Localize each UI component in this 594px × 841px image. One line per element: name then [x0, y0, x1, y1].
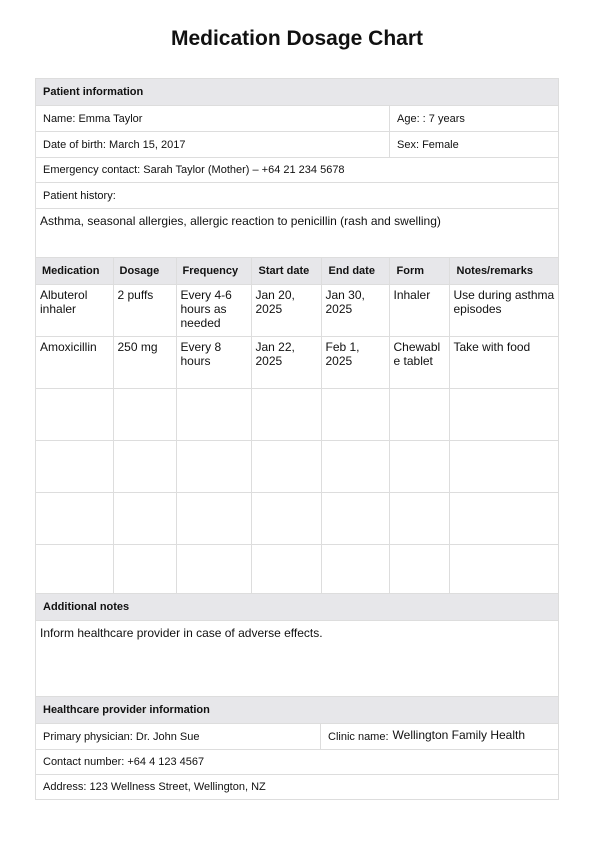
table-cell: Use during asthma episodes — [449, 285, 558, 337]
table-cell: Albuterol inhaler — [36, 285, 113, 337]
table-cell — [176, 493, 251, 545]
table-row — [36, 285, 558, 337]
table-row — [36, 545, 558, 597]
primary-physician: Primary physician: Dr. John Sue — [36, 724, 321, 749]
patient-history-text: Asthma, seasonal allergies, allergic reaction to penicillin (rash and swelling) — [40, 214, 441, 228]
table-cell: Jan 22, 2025 — [251, 337, 321, 389]
table-cell — [176, 545, 251, 597]
table-cell — [389, 493, 449, 545]
table-cell — [113, 441, 176, 493]
medication-table-section — [35, 258, 559, 594]
provider-row-physician — [36, 723, 558, 749]
table-cell: Jan 30, 2025 — [321, 285, 389, 337]
patient-name: Name: Emma Taylor — [36, 106, 390, 131]
medication-table — [36, 258, 558, 597]
col-header-notes: Notes/remarks — [449, 258, 558, 285]
table-cell: 250 mg — [113, 337, 176, 389]
table-cell: Feb 1, 2025 — [321, 337, 389, 389]
table-cell — [321, 493, 389, 545]
additional-notes-text: Inform healthcare provider in case of adverse effects. — [36, 620, 558, 695]
address: Address: 123 Wellness Street, Wellington, NZ — [43, 781, 266, 793]
table-row — [36, 337, 558, 389]
patient-history-label: Patient history: — [43, 189, 116, 202]
table-cell — [36, 545, 113, 597]
additional-notes-header: Additional notes — [36, 594, 558, 620]
table-cell — [113, 493, 176, 545]
medication-table-header-row — [36, 258, 558, 285]
table-cell — [321, 545, 389, 597]
additional-notes-section — [35, 594, 559, 697]
table-row — [36, 389, 558, 441]
table-cell — [36, 493, 113, 545]
table-cell — [321, 441, 389, 493]
patient-dob: Date of birth: March 15, 2017 — [36, 132, 390, 157]
table-row — [36, 441, 558, 493]
patient-row-name — [36, 105, 558, 131]
col-header-start-date: Start date — [251, 258, 321, 285]
table-cell — [113, 545, 176, 597]
table-cell: Chewable tablet — [389, 337, 449, 389]
table-cell — [251, 389, 321, 441]
col-header-dosage: Dosage — [113, 258, 176, 285]
col-header-medication: Medication — [36, 258, 113, 285]
patient-row-emergency — [36, 157, 558, 182]
table-cell: Amoxicillin — [36, 337, 113, 389]
table-cell — [251, 545, 321, 597]
emergency-contact: Emergency contact: Sarah Taylor (Mother) – +64 21 234 5678 — [43, 164, 345, 176]
col-header-form: Form — [389, 258, 449, 285]
provider-info-section — [35, 697, 559, 800]
clinic-name — [321, 724, 558, 749]
table-cell — [251, 441, 321, 493]
patient-sex: Sex: Female — [397, 138, 459, 151]
table-cell: Every 4-6 hours as needed — [176, 285, 251, 337]
table-cell — [251, 493, 321, 545]
table-cell — [36, 441, 113, 493]
table-cell — [389, 441, 449, 493]
table-cell — [389, 545, 449, 597]
table-cell — [176, 441, 251, 493]
table-cell — [449, 441, 558, 493]
table-cell — [176, 389, 251, 441]
table-cell: Every 8 hours — [176, 337, 251, 389]
table-cell — [113, 389, 176, 441]
table-cell: 2 puffs — [113, 285, 176, 337]
table-cell — [449, 493, 558, 545]
provider-row-contact — [36, 749, 558, 774]
table-cell — [449, 545, 558, 597]
contact-number: Contact number: +64 4 123 4567 — [43, 756, 205, 768]
table-cell — [449, 389, 558, 441]
provider-info-header: Healthcare provider information — [36, 697, 558, 723]
provider-row-address — [36, 774, 558, 799]
table-cell — [321, 389, 389, 441]
table-cell: Take with food — [449, 337, 558, 389]
col-header-frequency: Frequency — [176, 258, 251, 285]
patient-row-history-label — [36, 182, 558, 208]
patient-age: Age: : 7 years — [397, 112, 465, 125]
table-cell: Inhaler — [389, 285, 449, 337]
clinic-name-label: Clinic name: — [328, 730, 389, 743]
patient-info-header: Patient information — [36, 79, 558, 105]
patient-row-dob — [36, 131, 558, 157]
page-title: Medication Dosage Chart — [170, 27, 424, 50]
patient-info-section — [35, 78, 559, 258]
patient-row-history — [36, 208, 558, 257]
table-cell: Jan 20, 2025 — [251, 285, 321, 337]
table-cell — [389, 389, 449, 441]
table-row — [36, 493, 558, 545]
col-header-end-date: End date — [321, 258, 389, 285]
table-cell — [36, 389, 113, 441]
clinic-name-value: Wellington Family Health — [392, 727, 526, 742]
